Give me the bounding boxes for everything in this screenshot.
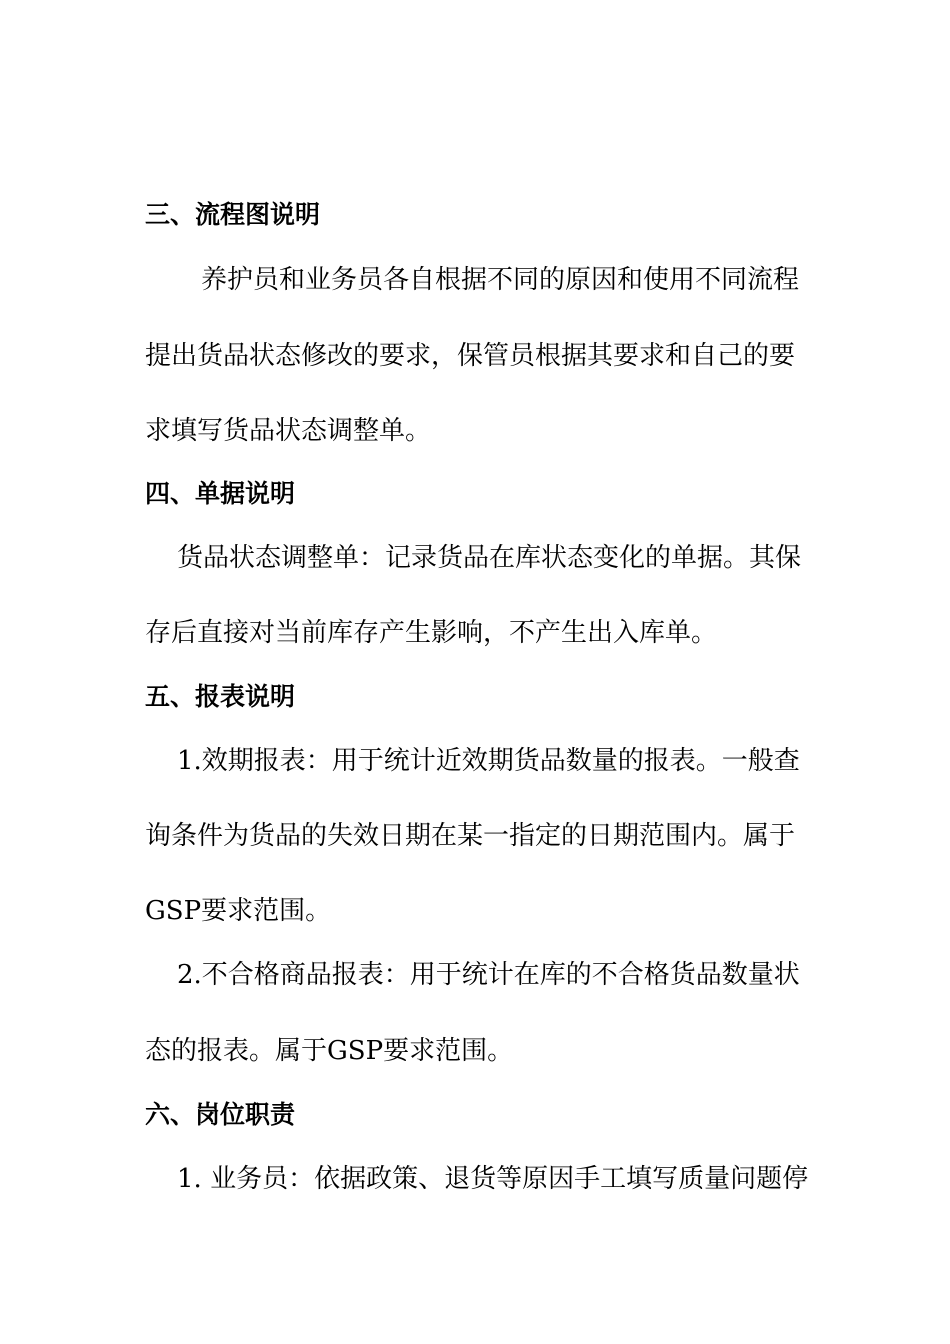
paragraph-line: 求填写货品状态调整单。 [145,416,432,446]
paragraph-line: GSP要求范围。 [145,896,332,926]
paragraph-line: 货品状态调整单：记录货品在库状态变化的单据。其保 [177,543,802,573]
paragraph-line: 提出货品状态修改的要求，保管员根据其要求和自己的要 [145,341,796,371]
section-heading-documents: 四、单据说明 [145,479,296,508]
paragraph-line: 2.不合格商品报表：用于统计在库的不合格货品数量状 [177,960,800,990]
document-page [145,0,807,1344]
section-heading-flowchart: 三、流程图说明 [145,200,321,229]
paragraph-line: 1. 业务员：依据政策、退货等原因手工填写质量问题停 [177,1164,809,1194]
paragraph-line: 存后直接对当前库存产生影响，不产生出入库单。 [145,618,718,648]
paragraph-line: 询条件为货品的失效日期在某一指定的日期范围内。属于 [145,821,796,851]
section-heading-responsibilities: 六、岗位职责 [145,1100,296,1129]
paragraph-line: 1.效期报表：用于统计近效期货品数量的报表。一般查 [177,746,800,776]
paragraph-line: 养护员和业务员各自根据不同的原因和使用不同流程 [201,265,800,295]
section-heading-reports: 五、报表说明 [145,682,296,711]
paragraph-line: 态的报表。属于GSP要求范围。 [145,1036,514,1066]
